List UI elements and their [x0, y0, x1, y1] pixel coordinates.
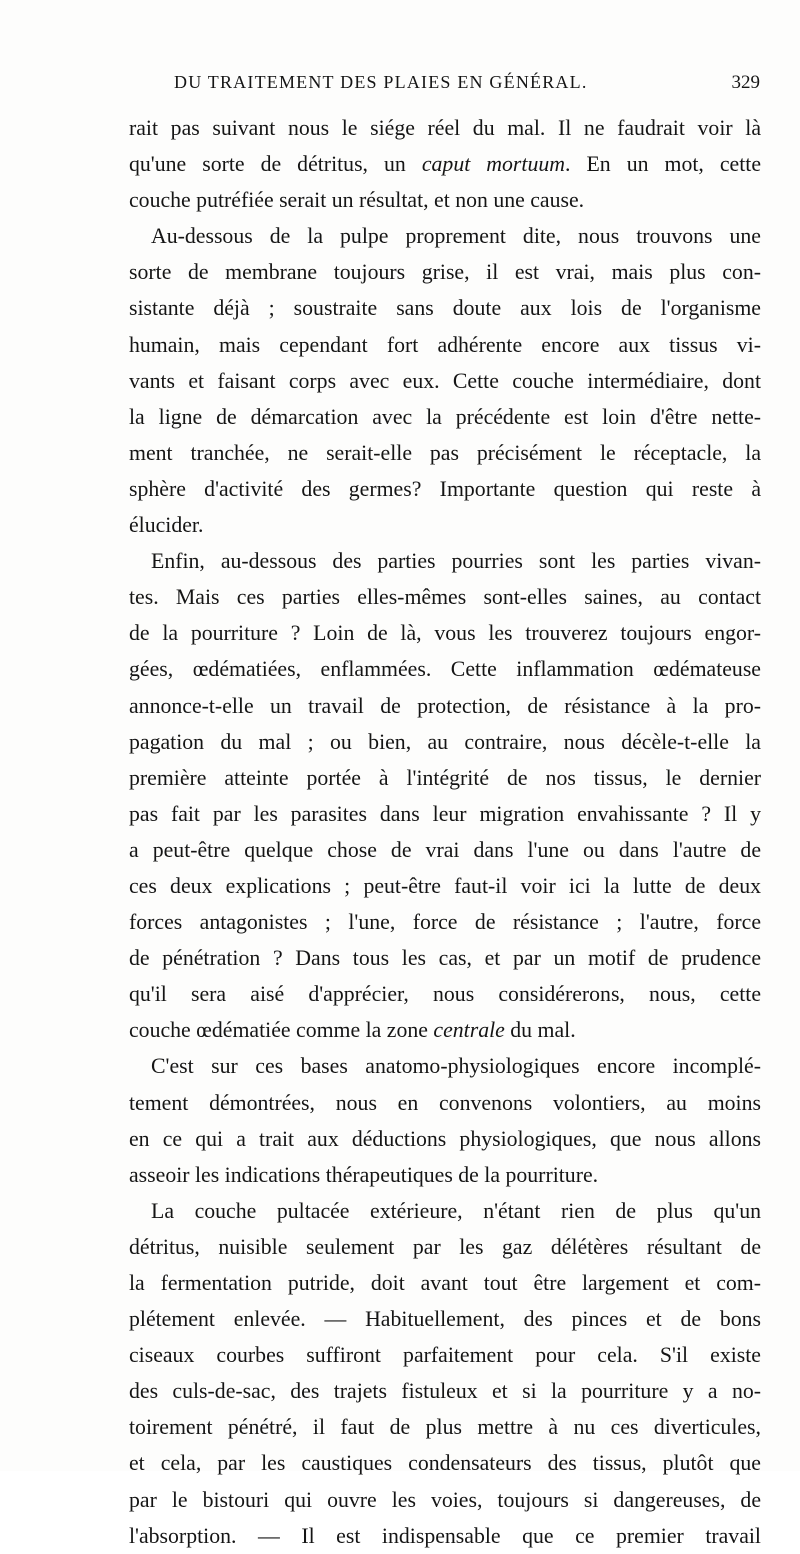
text-line: ment tranchée, ne serait-elle pas précisément le réceptacle, la — [129, 440, 761, 465]
text-line: Enfin, au-dessous des parties pourries sont les parties vivan- — [151, 549, 761, 574]
text-line: toirement pénétré, il faut de plus mettre à nu ces diverticules, — [129, 1415, 761, 1440]
text-line: pas fait par les parasites dans leur migration envahissante ? Il y — [129, 801, 761, 826]
text-line: la fermentation putride, doit avant tout être largement et com- — [129, 1271, 761, 1295]
text-line: rait pas suivant nous le siége réel du mal. Il ne faudrait voir là — [129, 116, 761, 140]
text-line: élucider. — [129, 513, 204, 538]
text-line: sorte de membrane toujours grise, il est vrai, mais plus con- — [129, 260, 761, 285]
text-line: gées, œdématiées, enflammées. Cette inflammation œdémateuse — [129, 657, 761, 682]
text-line: pagation du mal ; ou bien, au contraire, nous décèle-t-elle la — [129, 729, 761, 754]
text-line: vants et faisant corps avec eux. Cette couche intermédiaire, dont — [129, 368, 761, 393]
text-line: première atteinte portée à l'intégrité de nos tissus, le dernier — [129, 765, 761, 790]
running-title: DU TRAITEMENT DES PLAIES EN GÉNÉRAL. — [174, 72, 588, 92]
text-line: par le bistouri qui ouvre les voies, toujours si dangereuses, de — [129, 1487, 761, 1512]
text-line: sphère d'activité des germes? Importante question qui reste à — [129, 476, 761, 501]
text-line: forces antagonistes ; l'une, force de résistance ; l'autre, force — [129, 910, 761, 935]
text-line: ciseaux courbes suffiront parfaitement pour cela. S'il existe — [129, 1343, 761, 1368]
text-line: sistante déjà ; soustraite sans doute aux lois de l'organisme — [129, 296, 761, 321]
text-line: des culs-de-sac, des trajets fistuleux et si la pourriture y a no- — [129, 1379, 761, 1404]
text-line — [129, 146, 761, 182]
body-text — [129, 110, 761, 1554]
text-segment: couche œdématiée comme la zone — [129, 1018, 434, 1043]
text-line: de la pourriture ? Loin de là, vous les trouverez toujours engor- — [129, 621, 761, 646]
text-line: couche putréfiée serait un résultat, et non une cause. — [129, 188, 585, 213]
text-line: asseoir les indications thérapeutiques de la pourriture. — [129, 1162, 599, 1187]
text-line: la ligne de démarcation avec la précédente est loin d'être nette- — [129, 404, 761, 429]
text-line: qu'il sera aisé d'apprécier, nous considérerons, nous, cette — [129, 982, 761, 1007]
text-line: annonce-t-elle un travail de protection, de résistance à la pro- — [129, 693, 761, 718]
text-line: humain, mais cependant fort adhérente encore aux tissus vi- — [129, 332, 761, 357]
text-line: La couche pultacée extérieure, n'étant rien de plus qu'un — [151, 1198, 761, 1223]
text-line: en ce qui a trait aux déductions physiologiques, que nous allons — [129, 1126, 761, 1151]
text-line: détritus, nuisible seulement par les gaz délétères résultant de — [129, 1234, 761, 1259]
running-head — [120, 68, 760, 102]
text-segment: du mal. — [504, 1018, 576, 1043]
text-line: plétement enlevée. — Habituellement, des pinces et de bons — [129, 1307, 761, 1332]
italic-term: centrale — [433, 1018, 505, 1043]
text-segment: . En un mot, cette — [565, 152, 762, 177]
text-line: de pénétration ? Dans tous les cas, et par un motif de prudence — [129, 946, 761, 971]
text-line: C'est sur ces bases anatomo-physiologiques encore incomplé- — [151, 1054, 761, 1079]
text-line: et cela, par les caustiques condensateurs des tissus, plutôt que — [129, 1451, 761, 1476]
text-line: tes. Mais ces parties elles-mêmes sont-elles saines, au contact — [129, 585, 761, 610]
text-line: l'absorption. — Il est indispensable que ce premier travail — [129, 1523, 761, 1548]
text-line — [129, 1012, 761, 1048]
page-number: 329 — [731, 72, 760, 93]
text-line: tement démontrées, nous en convenons volontiers, au moins — [129, 1090, 761, 1115]
text-line: Au-dessous de la pulpe proprement dite, nous trouvons une — [151, 224, 761, 249]
text-segment: qu'une sorte de détritus, un — [129, 152, 422, 177]
text-line: a peut-être quelque chose de vrai dans l'une ou dans l'autre de — [129, 837, 761, 862]
italic-term: caput mortuum — [421, 152, 565, 177]
text-line: ces deux explications ; peut-être faut-il voir ici la lutte de deux — [129, 873, 761, 898]
